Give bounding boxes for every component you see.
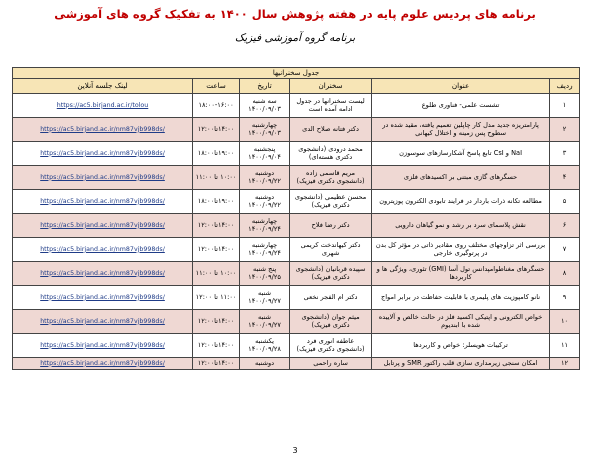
row-topic: پارامتریزه جدید مدل کار چاپلین تعمیم یافته، مقید شده در سطوح پس زمینه و اختلال کیهانی	[372, 118, 550, 142]
row-speakers: عاطفه انوری فرد (دانشجوی دکتری فیزیک)	[290, 334, 372, 358]
row-date: سه شنبه ۱۴۰۰/۰۹/۰۳	[240, 94, 290, 118]
row-date: شنبه ۱۴۰۰/۰۹/۲۷	[240, 286, 290, 310]
row-number: ۶	[550, 214, 580, 238]
row-date: پنج شنبه ۱۴۰۰/۰۹/۲۵	[240, 262, 290, 286]
row-speakers: لیست سخنرانها در جدول ادامه آمده است	[290, 94, 372, 118]
row-online-link[interactable]: https://ac5.birjand.ac.ir/nm87vjb998ds/	[13, 166, 193, 190]
row-speakers: محسن عظیمی (دانشجوی دکتری فیزیک)	[290, 190, 372, 214]
row-time: ۱۴:۰۰تا۱۲:۰۰	[193, 118, 240, 142]
row-number: ۸	[550, 262, 580, 286]
row-speakers: ساره راحمی	[290, 358, 372, 370]
row-topic: امکان سنجی زیرمداری سازی قلب راکتور SMR و پرتابل	[372, 358, 550, 370]
row-topic: خواص الکترونی و اپتیکی اکسید فلز در حالت خالص و آلاییده شده با ابندیوم	[372, 310, 550, 334]
row-number: ۷	[550, 238, 580, 262]
table-row	[13, 310, 580, 334]
row-online-link[interactable]: https://ac5.birjand.ac.ir/nm87vjb998ds/	[13, 262, 193, 286]
row-online-link[interactable]: https://ac5.birjand.ac.ir/nm87vjb998ds/	[13, 238, 193, 262]
row-online-link[interactable]: https://ac5.birjand.ac.ir/nm87vjb998ds/	[13, 286, 193, 310]
table-row	[13, 118, 580, 142]
row-speakers: دکتر ام الفجر نخعی	[290, 286, 372, 310]
row-number: ۱۱	[550, 334, 580, 358]
table-row	[13, 238, 580, 262]
table-row	[13, 286, 580, 310]
row-date: چهارشنبه ۱۴۰۰/۰۹/۰۳	[240, 118, 290, 142]
table-caption-row	[13, 68, 580, 79]
row-topic: نانو کامپوزیت های پلیمری با قابلیت حفاظت در برابر امواج	[372, 286, 550, 310]
row-number: ۴	[550, 166, 580, 190]
row-date: چهارشنبه ۱۴۰۰/۰۹/۲۴	[240, 214, 290, 238]
table-row	[13, 262, 580, 286]
row-topic: بررسی اثر تزاوجهای مختلف روی مقادیر ذاتی در مؤثر کل بدن در پرتوگیری خارجی	[372, 238, 550, 262]
row-online-link[interactable]: https://ac5.birjand.ac.ir/nm87vjb998ds/	[13, 190, 193, 214]
row-speakers: دکتر فتانه صلاح الدی	[290, 118, 372, 142]
table-row	[13, 358, 580, 370]
row-topic: حسگرهای مغناطوامپدانس تول آسا (GMI) تئوری، ویژگی ها و کاربردها	[372, 262, 550, 286]
row-topic: ترکیبات هویسلر: خواص و کاربردها	[372, 334, 550, 358]
page-title: برنامه های پردیس علوم پایه در هفته پژوهش سال ۱۴۰۰ به تفکیک گروه های آموزشی	[54, 7, 536, 21]
table-row	[13, 94, 580, 118]
row-speakers: مریم قاسمی زاده (دانشجوی دکتری فیزیک)	[290, 166, 372, 190]
row-topic: نقش پلاسمای سرد بر رشد و نمو گیاهان دارویی	[372, 214, 550, 238]
header-topic: عنوان	[372, 79, 550, 94]
row-number: ۲	[550, 118, 580, 142]
lecture-schedule-table	[12, 67, 580, 370]
row-number: ۱۰	[550, 310, 580, 334]
row-speakers: میثم جوان (دانشجوی دکتری فیزیک)	[290, 310, 372, 334]
row-speakers: محمد درودی (دانشجوی دکتری هسته‌ای)	[290, 142, 372, 166]
row-time: ۱۴:۰۰تا۱۲:۰۰	[193, 358, 240, 370]
row-date: یکشنبه ۱۴۰۰/۰۹/۲۸	[240, 334, 290, 358]
row-topic: مطالعه تکانه ذرات باردار در فرایند تابودی الکترون پوزیترون	[372, 190, 550, 214]
table-row	[13, 190, 580, 214]
header-speakers: سخنران	[290, 79, 372, 94]
row-time: ۱۹:۰۰تا۱۸:۰۰	[193, 142, 240, 166]
row-online-link[interactable]: https://ac5.birjand.ac.ir/nm87vjb998ds/	[13, 358, 193, 370]
row-time: ۱۴:۰۰تا۱۲:۰۰	[193, 214, 240, 238]
row-date: شنبه ۱۴۰۰/۰۹/۲۷	[240, 310, 290, 334]
table-row	[13, 142, 580, 166]
row-speakers: دکتر کیهاندخت کریمی شهری	[290, 238, 372, 262]
header-time: ساعت	[193, 79, 240, 94]
row-online-link[interactable]: https://ac5.birjand.ac.ir/nm87vjb998ds/	[13, 214, 193, 238]
row-number: ۵	[550, 190, 580, 214]
row-date: دوشنبه	[240, 358, 290, 370]
table-row	[13, 334, 580, 358]
row-date: دوشنبه ۱۴۰۰/۰۹/۲۲	[240, 166, 290, 190]
row-time: ۱۱:۰۰ تا ۱۲:۰۰	[193, 286, 240, 310]
table-row	[13, 166, 580, 190]
row-date: پنجشنبه ۱۴۰۰/۰۹/۰۴	[240, 142, 290, 166]
header-link: لینک جلسه آنلاین	[13, 79, 193, 94]
row-time: ۱۹:۰۰تا۱۸:۰۰	[193, 190, 240, 214]
row-time: ۱۸:۰۰-۱۶:۰۰	[193, 94, 240, 118]
header-date: تاریخ	[240, 79, 290, 94]
row-date: چهارشنبه ۱۴۰۰/۰۹/۲۴	[240, 238, 290, 262]
row-speakers: دکتر رضا فلاح	[290, 214, 372, 238]
row-number: ۳	[550, 142, 580, 166]
row-online-link[interactable]: https://ac5.birjand.ac.ir/nm87vjb998ds/	[13, 142, 193, 166]
table-header-row	[13, 79, 580, 94]
row-number: ۹	[550, 286, 580, 310]
row-speakers: سپیده قربانیان (دانشجوی دکتری فیزیک)	[290, 262, 372, 286]
row-time: ۱۴:۰۰تا۱۲:۰۰	[193, 238, 240, 262]
row-online-link[interactable]: https://ac5.birjand.ac.ir/nm87vjb998ds/	[13, 334, 193, 358]
row-number: ۱۲	[550, 358, 580, 370]
row-time: ۱۴:۰۰تا۱۲:۰۰	[193, 334, 240, 358]
row-online-link[interactable]: https://ac5.birjand.ac.ir/nm87vjb998ds/	[13, 118, 193, 142]
page-subtitle: برنامه گروه آموزشی فیزیک	[234, 32, 356, 44]
row-date: دوشنبه ۱۴۰۰/۰۹/۲۲	[240, 190, 290, 214]
table-row	[13, 214, 580, 238]
row-topic: حسگرهای گازی مبتنی بر اکسیدهای فلزی	[372, 166, 550, 190]
header-row-no: ردیف	[550, 79, 580, 94]
page-number: 3	[292, 446, 298, 455]
row-topic: تشست علمی- فناوری طلوع	[372, 94, 550, 118]
row-online-link[interactable]: https://ac5.birjand.ac.ir/tolou	[13, 94, 193, 118]
table-caption: جدول سخنرانیها	[13, 68, 580, 79]
row-time: ۱۰:۰۰ تا ۱۱:۰۰	[193, 166, 240, 190]
row-time: ۱۴:۰۰تا۱۲:۰۰	[193, 310, 240, 334]
row-number: ۱	[550, 94, 580, 118]
row-online-link[interactable]: https://ac5.birjand.ac.ir/nm87vjb998ds/	[13, 310, 193, 334]
row-time: ۱۰:۰۰ تا ۱۱:۰۰	[193, 262, 240, 286]
row-topic: NaI و CsI تابع پاسخ آشکارسازهای سوسوزن	[372, 142, 550, 166]
